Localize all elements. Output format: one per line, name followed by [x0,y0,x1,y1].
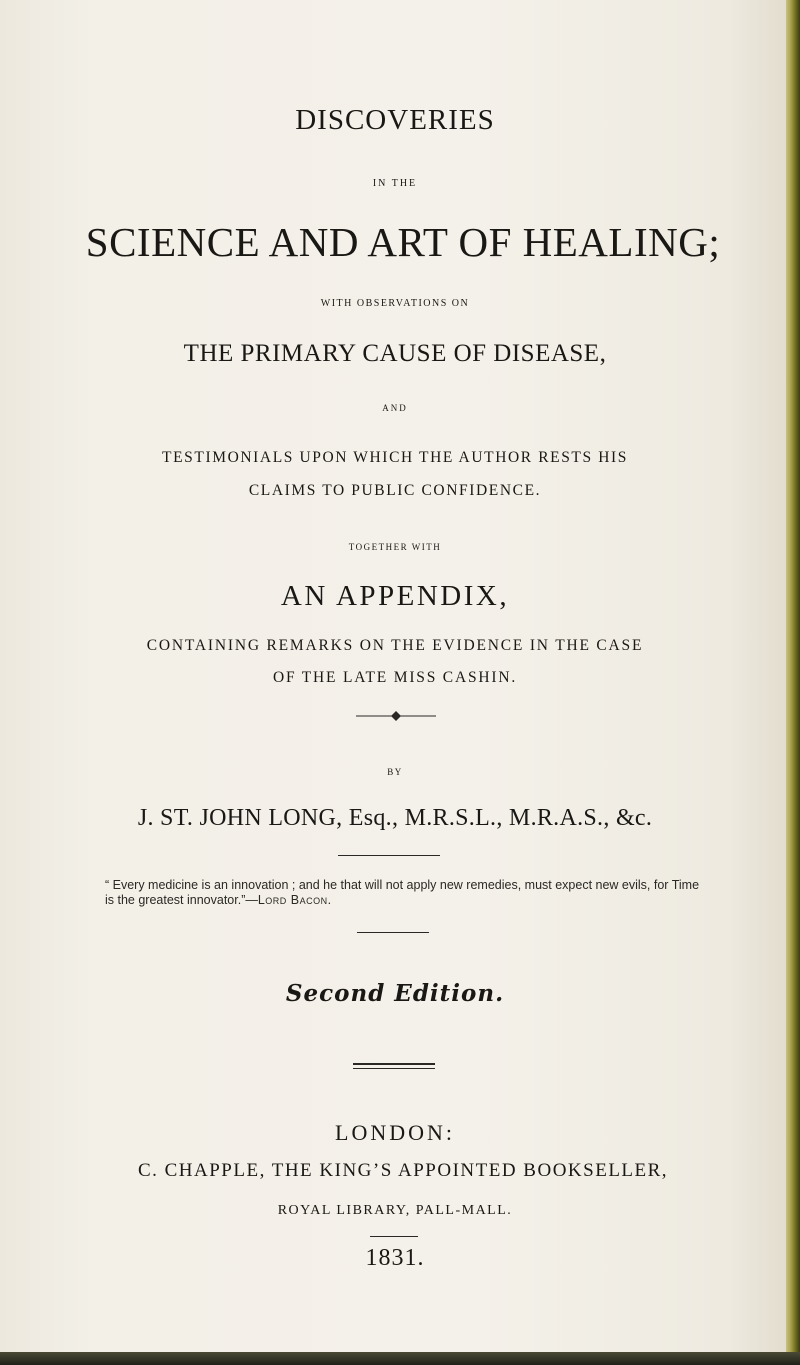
divider-rule [338,855,440,856]
imprint-publisher: C. CHAPPLE, THE KING’S APPOINTED BOOKSELLER, [137,1160,669,1181]
epigraph-text: “ Every medicine is an innovation ; and he that will not apply new remedies, must expect new evils, for Time is the greatest innovator.”— [105,878,700,907]
imprint-year: 1831. [365,1245,425,1271]
page-edge [786,0,800,1365]
testimonials-line-1: TESTIMONIALS UPON WHICH THE AUTHOR RESTS HIS [162,449,628,466]
containing-line-2: OF THE LATE MISS CASHIN. [272,669,517,686]
double-rule-bottom [353,1068,435,1069]
epigraph [105,878,705,908]
containing-line-1: CONTAINING REMARKS ON THE EVIDENCE IN THE CASE [146,637,644,654]
by-text: BY [387,767,403,777]
imprint-city: LONDON: [335,1120,455,1145]
page-edge-bottom [0,1352,800,1365]
divider-rule [357,932,429,933]
diamond-ornament-icon [356,710,436,722]
double-rule-top [353,1063,435,1065]
epigraph-attribution: Lord Bacon. [257,893,332,907]
book-title: DISCOVERIES [295,104,495,136]
imprint-address: ROYAL LIBRARY, PALL-MALL. [277,1203,513,1218]
together-with-text: TOGETHER WITH [348,542,442,552]
in-the-text: IN THE [372,178,418,189]
author-line: J. ST. JOHN LONG, Esq., M.R.S.L., M.R.A.S., &c. [137,805,653,831]
testimonials-line-2: CLAIMS TO PUBLIC CONFIDENCE. [248,482,542,499]
edition-label: Second Edition. [285,980,505,1007]
appendix-heading: AN APPENDIX, [280,580,510,612]
subject-heading: SCIENCE AND ART OF HEALING; [85,219,721,265]
primary-cause-heading: THE PRIMARY CAUSE OF DISEASE, [183,340,607,367]
and-text: AND [382,403,408,413]
divider-rule [370,1236,418,1237]
with-observations-text: WITH OBSERVATIONS ON [320,298,470,309]
